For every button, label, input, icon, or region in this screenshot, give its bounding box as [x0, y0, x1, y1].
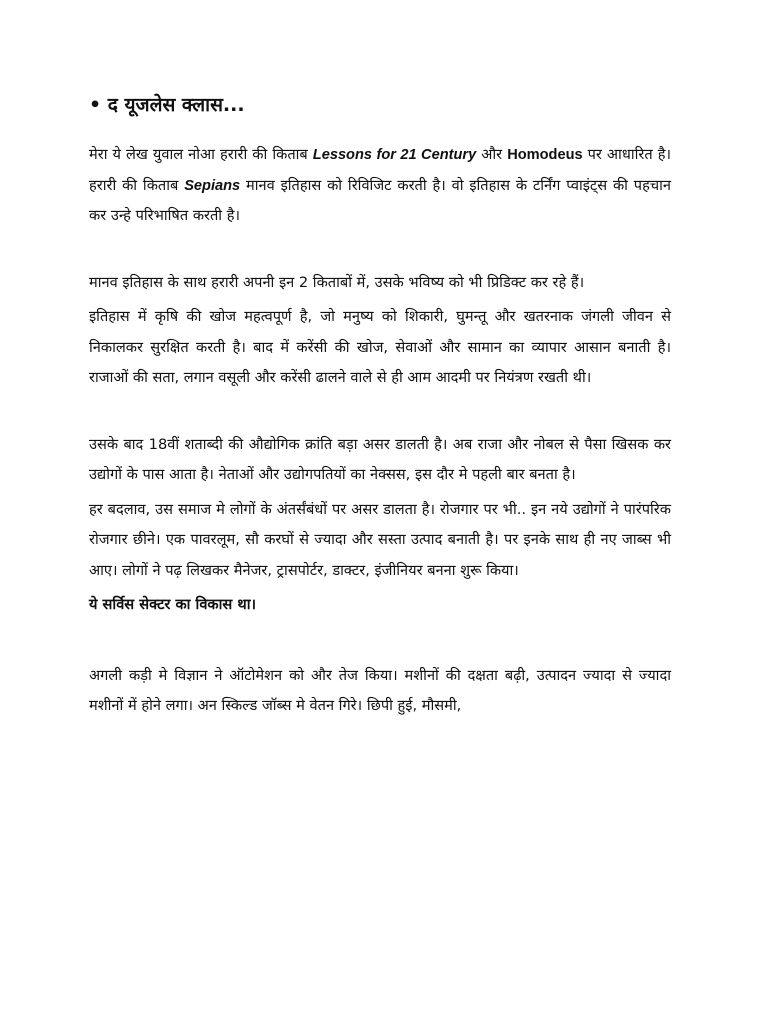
document-page [89, 92, 671, 726]
intro-text-e: मानव इतिहास को रिविजिट करती है। वो इतिहास के टर्निंग प्वाइंट्स की पहचान कर उन्हे परिभाषित करती है। [89, 176, 671, 224]
book-title-sepians: Sepians [184, 177, 241, 194]
paragraph-automation: अगली कड़ी मे विज्ञान ने ऑटोमेशन को और तेज किया। मशीनों की दक्षता बढ़ी, उत्पादन ज्यादा से ज्यादा मशीनों में होने लगा। अन स्किल्ड जॉब्स मे वेतन गिरे। छिपी हुई, मौसमी, [89, 666, 671, 714]
intro-text-a: मेरा ये लेख युवाल नोआ हरारी की किताब [89, 146, 313, 163]
book-title-lessons: Lessons for 21 Century [312, 147, 477, 163]
paragraph-industrial-revolution: उसके बाद 18वीं शताब्दी की औद्योगिक क्रांति बड़ा असर डालती है। अब राजा और नोबल से पैसा खिसक कर उद्योगों के पास आता है। नेताओं और उद्योगपतियों का नेक्सस, इस दौर मे पहली बार बनता है। [89, 435, 671, 483]
document-heading: • द यूजलेस क्लास... [89, 94, 245, 116]
paragraph-prediction: मानव इतिहास के साथ हरारी अपनी इन 2 किताबों में, उसके भविष्य को भी प्रिडिक्ट कर रहे हैं। [89, 273, 585, 291]
paragraph-agriculture: इतिहास में कृषि की खोज महत्वपूर्ण है, जो मनुष्य को शिकारी, घुमन्तू और खतरनाक जंगली जीवन से निकालकर सुरक्षित करती है। बाद में करेंसी की खोज, सेवाओं और सामान का व्यापार आसान बनाती है। राजाओं की सता, लगान वसूली और करेंसी ढालने वाले से ही आम आदमी पर नियंत्रण रखती थी। [89, 308, 671, 386]
book-title-homodeus: Homodeus [507, 147, 583, 163]
paragraph-intro [89, 140, 671, 232]
service-sector-line: ये सर्विस सेक्टर का विकास था। [89, 596, 257, 613]
paragraph-employment-change: हर बदलाव, उस समाज मे लोगों के अंतर्संबंधों पर असर डालता है। रोजगार पर भी.. इन नये उद्योगों ने पारंपरिक रोजगार छीने। एक पावरलूम, सौ करघों से ज्यादा और सस्ता उत्पाद बनाती है। पर इनके साथ ही नए जाब्स भी आए। लोगों ने पढ़ लिखकर मैनेजर, ट्रासपोर्टर, डाक्टर, इंजीनियर बनना शुरू किया। [89, 500, 671, 579]
intro-text-d: पर आधारित है। हरारी की किताब [89, 146, 671, 194]
intro-text-c: और [476, 146, 508, 163]
